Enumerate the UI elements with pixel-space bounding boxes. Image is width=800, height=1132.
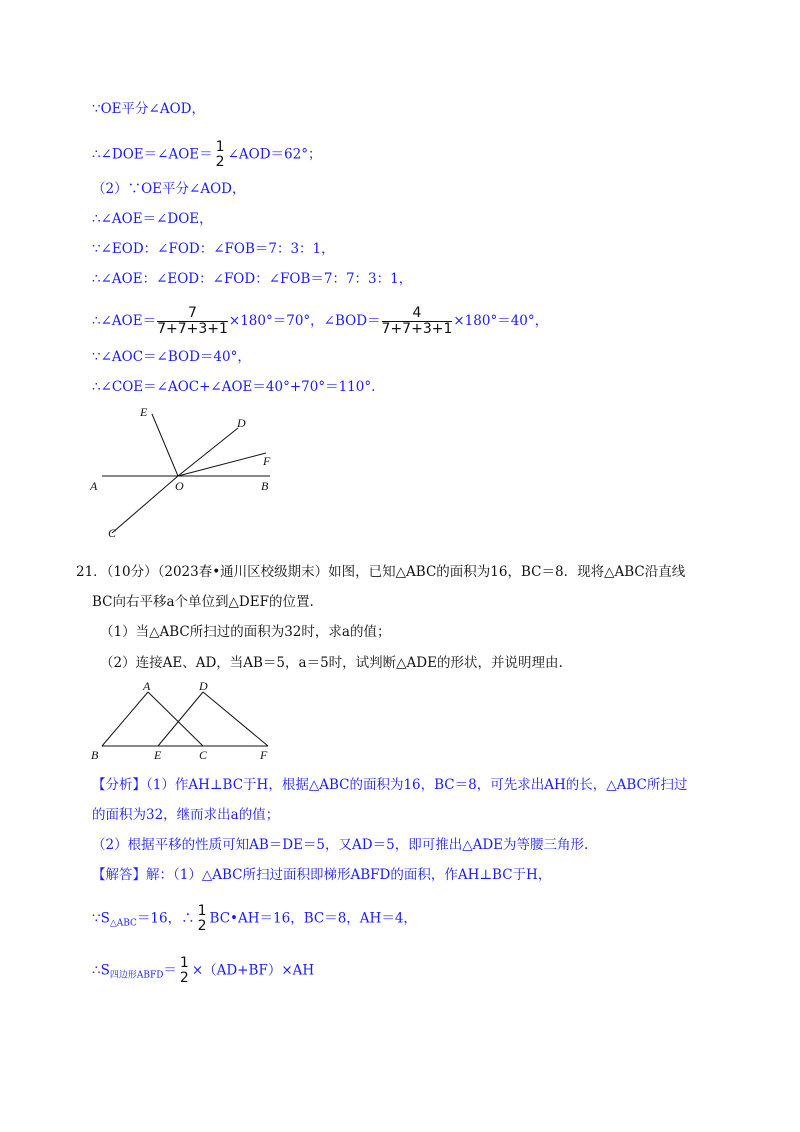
- solution-line-3: （2）∵OE平分∠AOD，: [92, 181, 246, 197]
- fraction-denominator: 2: [215, 154, 225, 170]
- subscript-abc: △ABC: [109, 918, 137, 929]
- solution-line-7-suffix: ×180°＝40°，: [453, 313, 549, 329]
- side-df: [203, 692, 268, 746]
- label-f: F: [260, 748, 268, 762]
- fraction-half: [214, 140, 227, 170]
- ray-od: [178, 428, 238, 476]
- fraction-aoe: [157, 306, 228, 337]
- label-d: D: [237, 416, 246, 430]
- solution-line-6: ∴∠AOE：∠EOD：∠FOD：∠FOB＝7：7：3：1，: [92, 271, 413, 287]
- side-ab: [102, 692, 148, 746]
- ray-oc: [112, 476, 178, 533]
- answer-line-3-suffix: ×（AD+BF）×AH: [191, 962, 315, 979]
- side-de: [158, 692, 203, 746]
- answer-line-3: [92, 956, 314, 986]
- label-c: C: [199, 748, 208, 762]
- label-f: F: [263, 454, 271, 468]
- label-e: E: [140, 405, 148, 419]
- solution-line-2-prefix: ∴∠DOE＝∠AOE＝: [92, 146, 213, 163]
- label-c: C: [108, 526, 117, 540]
- solution-line-9: ∴∠COE＝∠AOC+∠AOE＝40°+70°＝110°.: [92, 379, 376, 395]
- label-b: B: [261, 479, 269, 493]
- ray-of: [178, 453, 266, 476]
- fraction-numerator: 1: [215, 139, 225, 155]
- fraction-denominator: 7+7+3+1: [157, 321, 228, 337]
- solution-line-7-middle: ×180°＝70°，∠BOD＝: [228, 313, 381, 329]
- solution-line-8: ∵∠AOC＝∠BOD＝40°，: [92, 349, 251, 365]
- fraction-numerator: 7: [157, 306, 228, 322]
- answer-line-2-prefix: ∵S: [92, 910, 110, 927]
- fraction-numerator: 1: [197, 903, 207, 919]
- fraction-denominator: 2: [179, 970, 189, 986]
- fraction-denominator: 2: [197, 918, 207, 934]
- subscript-abfd: 四边形ABFD: [109, 970, 164, 981]
- ray-oe: [152, 414, 178, 476]
- solution-line-5: ∵∠EOD：∠FOD：∠FOB＝7：3：1，: [92, 241, 335, 257]
- answer-line-1: 【解答】解：（1）△ABC所扫过面积即梯形ABFD的面积，作AH⊥BC于H，: [92, 867, 552, 883]
- solution-line-1: ∵OE平分∠AOD，: [92, 101, 205, 117]
- analysis-line-1: 【分析】（1）作AH⊥BC于H，根据△ABC的面积为16，BC＝8，可先求出AH的长，△ABC所扫过: [92, 777, 688, 793]
- answer-line-3-mid: ＝: [163, 962, 177, 979]
- question-21-part-1: （1）当△ABC所扫过的面积为32时，求a的值；: [100, 624, 391, 640]
- angle-figure: [80, 400, 300, 545]
- fraction-half: [178, 956, 191, 986]
- solution-line-7-prefix: ∴∠AOE＝: [92, 313, 157, 329]
- answer-line-2-suffix: BC•AH＝16，BC＝8，AH＝4，: [209, 910, 417, 927]
- fraction-numerator: 1: [179, 955, 189, 971]
- analysis-line-3: （2）根据平移的性质可知AB＝DE＝5，又AD＝5，即可推出△ADE为等腰三角形.: [92, 837, 589, 853]
- fraction-numerator: 4: [382, 306, 453, 322]
- fraction-bod: [382, 306, 453, 337]
- side-ac: [148, 692, 203, 746]
- answer-line-3-prefix: ∴S: [92, 962, 110, 979]
- analysis-line-2: 的面积为32，继而求出a的值；: [92, 807, 280, 823]
- answer-line-2-mid: ＝16，∴: [136, 910, 195, 927]
- label-d: D: [199, 679, 208, 693]
- label-b: B: [91, 748, 99, 762]
- label-a: A: [90, 479, 98, 493]
- triangle-figure: [88, 678, 278, 766]
- question-21-part-2: （2）连接AE、AD，当AB＝5，a＝5时，试判断△ADE的形状，并说明理由.: [100, 655, 563, 671]
- question-21-stem-line-1: 21．（10分）（2023春•通川区校级期末）如图，已知△ABC的面积为16，BC＝8．现将△ABC沿直线: [76, 564, 686, 580]
- solution-line-2: [92, 140, 321, 170]
- fraction-denominator: 7+7+3+1: [381, 321, 453, 337]
- question-21-stem-line-2: BC向右平移a个单位到△DEF的位置.: [92, 594, 314, 610]
- fraction-half: [196, 904, 209, 934]
- label-o: O: [175, 479, 184, 493]
- label-e: E: [154, 748, 162, 762]
- solution-line-4: ∴∠AOE＝∠DOE，: [92, 211, 213, 227]
- answer-line-2: [92, 904, 417, 934]
- solution-line-7: [92, 306, 548, 337]
- solution-line-2-suffix: ∠AOD＝62°；: [227, 146, 322, 163]
- label-a: A: [143, 679, 151, 693]
